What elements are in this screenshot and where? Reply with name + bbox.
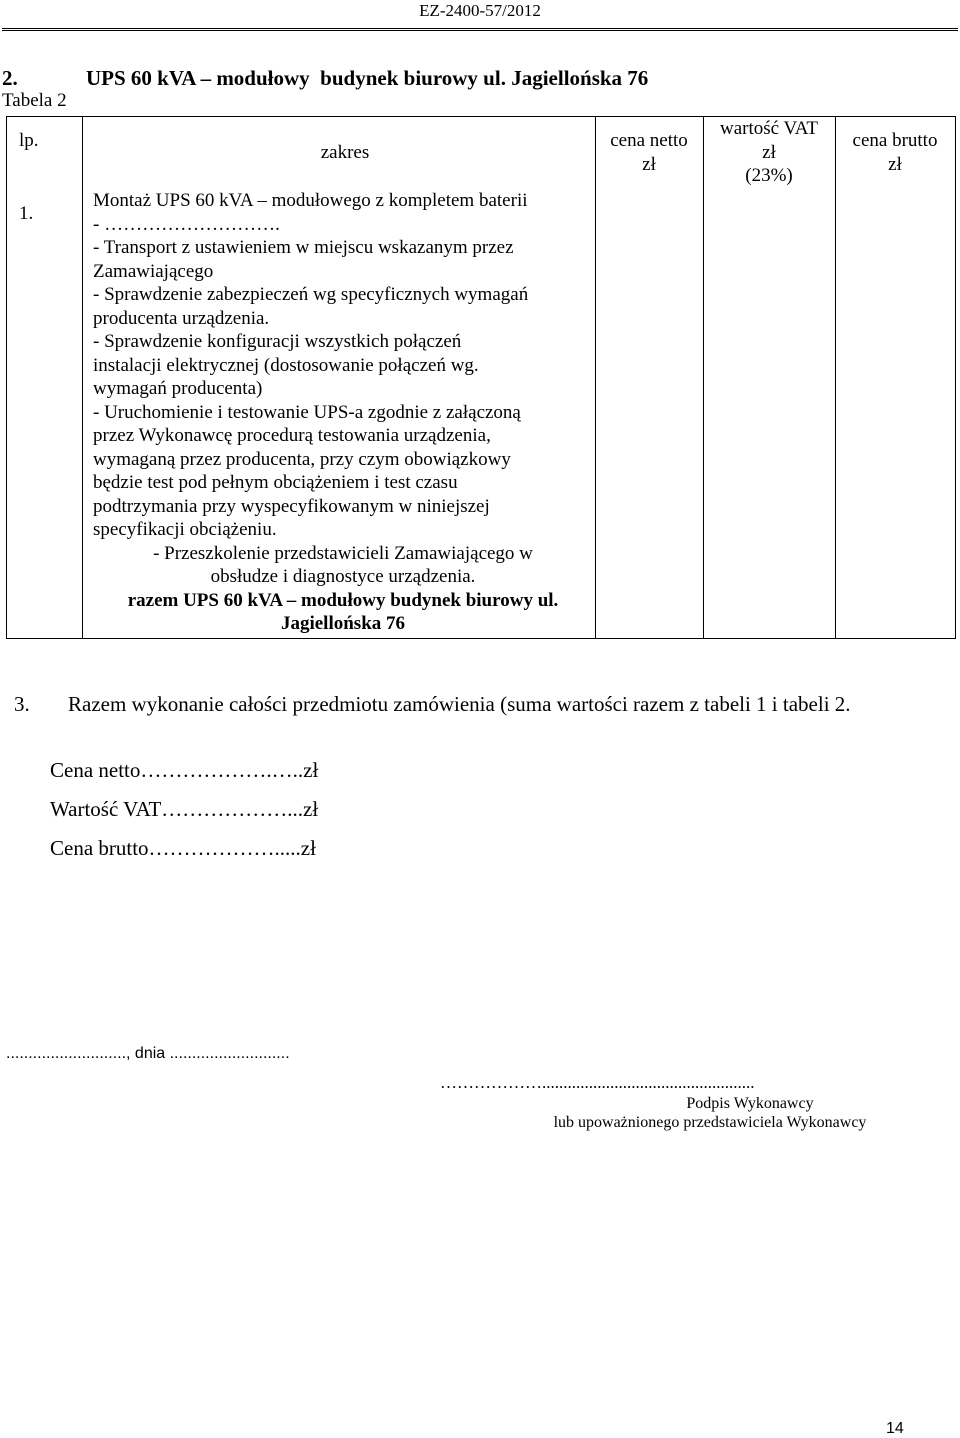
header-brutto-label: cena brutto: [852, 130, 938, 151]
scope-line: - Sprawdzenie konfiguracji wszystkich połączeń: [93, 331, 462, 352]
row-scope-text: [93, 189, 593, 636]
header-lp: lp.: [19, 130, 39, 151]
net-price-line: Cena netto……………….…..zł: [50, 758, 319, 782]
header-netto: [595, 129, 703, 176]
header-vat-rate: (23%): [745, 165, 793, 186]
section-title: [2, 66, 648, 91]
scope-line: - Uruchomienie i testowanie UPS-a zgodnie z załączoną: [93, 401, 521, 423]
signature-label: Podpis Wykonawcy: [686, 1095, 814, 1112]
header-vat-unit: zł: [762, 141, 776, 163]
scope-line: specyfikacji obciążeniu.: [93, 519, 277, 540]
total-line: Jagiellońska 76: [280, 613, 406, 634]
table-label: Tabela 2: [2, 90, 67, 111]
scope-line: będzie test pod pełnym obciążeniem i test czasu: [93, 472, 458, 493]
signature-dots: ………………..................................................: [440, 1073, 755, 1092]
header-rule: [2, 28, 958, 31]
scope-line: - ……………………….: [93, 213, 280, 235]
table-divider: [82, 117, 83, 638]
scope-line: - Przeszkolenie przedstawicieli Zamawiającego w: [153, 542, 533, 564]
scope-line: Montaż UPS 60 kVA – modułowego z kompletem baterii: [93, 190, 528, 211]
scope-line: producenta urządzenia.: [93, 307, 270, 329]
row-number: 1.: [19, 203, 34, 224]
document-code: EZ-2400-57/2012: [419, 1, 541, 20]
summary-heading: [14, 692, 851, 717]
total-line: razem UPS 60 kVA – modułowy budynek biurowy ul.: [127, 589, 559, 611]
section-number: 2.: [2, 66, 18, 90]
scope-line: obsłudze i diagnostyce urządzenia.: [210, 566, 476, 587]
section-title-text: UPS 60 kVA – modułowy budynek biurowy ul. Jagiellońska 76: [86, 66, 649, 90]
price-table: [6, 116, 956, 639]
header-netto-unit: zł: [642, 153, 656, 175]
page-number: 14: [886, 1420, 904, 1437]
scope-line: wymaganą przez producenta, przy czym obowiązkowy: [93, 448, 511, 470]
scope-line: Zamawiającego: [93, 260, 214, 282]
summary-text: Razem wykonanie całości przedmiotu zamówienia (suma wartości razem z tabeli 1 i tabeli 2.: [68, 692, 851, 716]
header-netto-label: cena netto: [610, 130, 688, 151]
vat-value-line: Wartość VAT………………...zł: [50, 797, 319, 821]
scope-line: wymagań producenta): [93, 378, 263, 399]
header-vat-label: wartość VAT: [720, 118, 818, 139]
header-brutto: [835, 129, 955, 176]
table-divider: [835, 117, 836, 638]
scope-line: - Transport z ustawieniem w miejscu wskazanym przez: [93, 237, 514, 258]
signature-sublabel: lub upoważnionego przedstawiciela Wykonawcy: [553, 1114, 867, 1131]
header-zakres: zakres: [320, 142, 370, 163]
scope-line: - Sprawdzenie zabezpieczeń wg specyficznych wymagań: [93, 284, 529, 305]
header-brutto-unit: zł: [888, 153, 902, 175]
gross-price-line: Cena brutto……………….....zł: [50, 836, 316, 860]
scope-line: podtrzymania przy wyspecyfikowanym w niniejszej: [93, 495, 490, 517]
table-divider: [595, 117, 596, 638]
scope-line: instalacji elektrycznej (dostosowanie połączeń wg.: [93, 354, 479, 376]
summary-number: 3.: [14, 692, 30, 716]
scope-line: przez Wykonawcę procedurą testowania urządzenia,: [93, 425, 491, 446]
header-vat: [703, 117, 835, 188]
place-date-line: ..........................., dnia ...........................: [6, 1045, 290, 1062]
table-divider: [703, 117, 704, 638]
